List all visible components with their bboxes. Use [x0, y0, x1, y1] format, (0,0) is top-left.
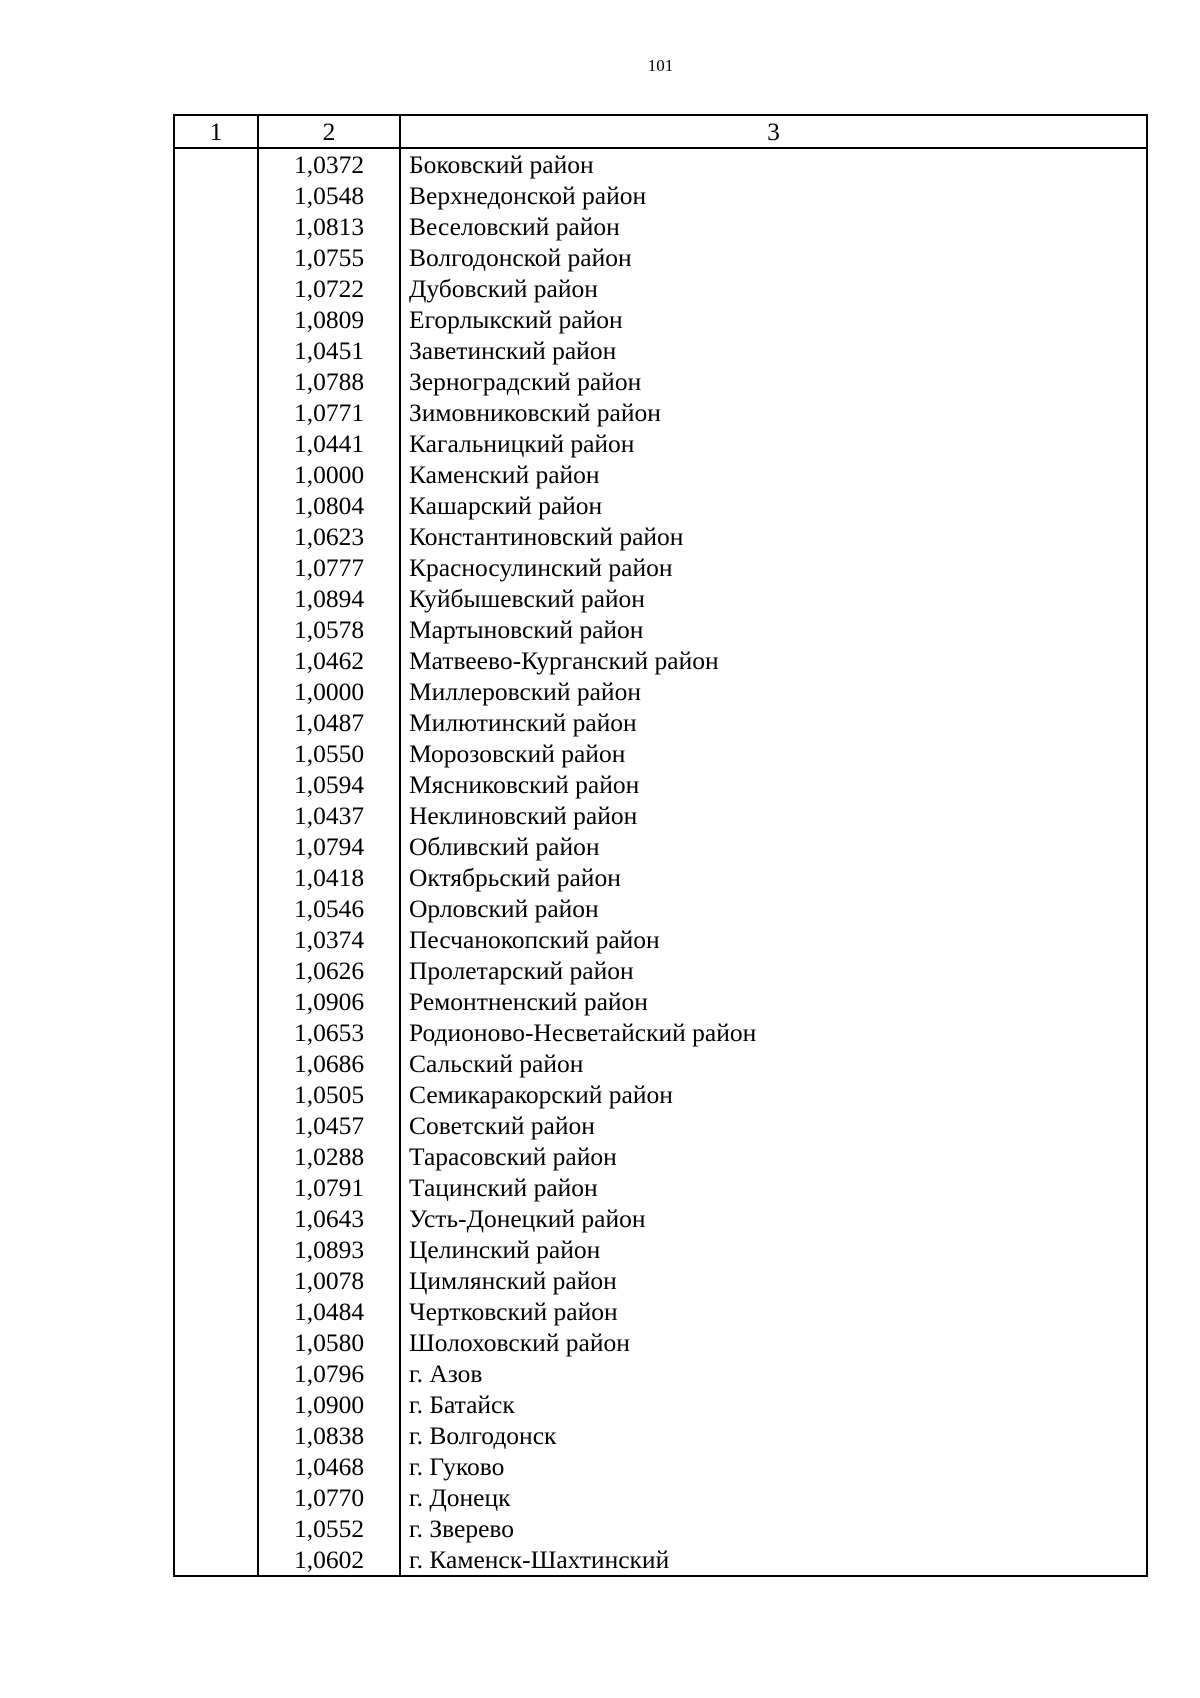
district-name-cell: Заветинский район	[400, 335, 1147, 366]
table-row	[174, 148, 1147, 180]
coefficient-cell: 1,0626	[258, 955, 400, 986]
district-name-cell: Мясниковский район	[400, 769, 1147, 800]
district-name-cell: Куйбышевский район	[400, 583, 1147, 614]
table-row	[174, 583, 1147, 614]
row-index-cell	[174, 242, 258, 273]
row-index-cell	[174, 521, 258, 552]
table-row	[174, 335, 1147, 366]
table-row	[174, 1141, 1147, 1172]
table-row	[174, 831, 1147, 862]
row-index-cell	[174, 1451, 258, 1482]
district-name-cell: Боковский район	[400, 148, 1147, 180]
district-name-cell: Шолоховский район	[400, 1327, 1147, 1358]
coefficient-cell: 1,0505	[258, 1079, 400, 1110]
district-name-cell: Ремонтненский район	[400, 986, 1147, 1017]
coefficient-cell: 1,0770	[258, 1482, 400, 1513]
table-row	[174, 1110, 1147, 1141]
coefficient-cell: 1,0462	[258, 645, 400, 676]
district-name-cell: г. Зверево	[400, 1513, 1147, 1544]
coefficient-cell: 1,0893	[258, 1234, 400, 1265]
district-name-cell: Чертковский район	[400, 1296, 1147, 1327]
district-name-cell: Каменский район	[400, 459, 1147, 490]
row-index-cell	[174, 366, 258, 397]
row-index-cell	[174, 583, 258, 614]
coefficient-cell: 1,0838	[258, 1420, 400, 1451]
district-name-cell: Миллеровский район	[400, 676, 1147, 707]
row-index-cell	[174, 335, 258, 366]
district-name-cell: Обливский район	[400, 831, 1147, 862]
table-row	[174, 397, 1147, 428]
table-row	[174, 1172, 1147, 1203]
coefficient-cell: 1,0548	[258, 180, 400, 211]
row-index-cell	[174, 893, 258, 924]
table-row	[174, 1420, 1147, 1451]
table-row	[174, 1234, 1147, 1265]
district-name-cell: Пролетарский район	[400, 955, 1147, 986]
page-number: 101	[647, 56, 674, 75]
row-index-cell	[174, 180, 258, 211]
table-row	[174, 1265, 1147, 1296]
table-row	[174, 1203, 1147, 1234]
coefficient-cell: 1,0900	[258, 1389, 400, 1420]
coefficient-cell: 1,0777	[258, 552, 400, 583]
district-name-cell: г. Гуково	[400, 1451, 1147, 1482]
row-index-cell	[174, 676, 258, 707]
table-row	[174, 459, 1147, 490]
table-row	[174, 552, 1147, 583]
header-col-1: 1	[174, 115, 258, 148]
row-index-cell	[174, 1017, 258, 1048]
table-row	[174, 1048, 1147, 1079]
coefficient-cell: 1,0552	[258, 1513, 400, 1544]
row-index-cell	[174, 831, 258, 862]
district-name-cell: г. Батайск	[400, 1389, 1147, 1420]
district-name-cell: Сальский район	[400, 1048, 1147, 1079]
coefficient-cell: 1,0794	[258, 831, 400, 862]
row-index-cell	[174, 1544, 258, 1576]
table-row	[174, 490, 1147, 521]
district-name-cell: Егорлыкский район	[400, 304, 1147, 335]
header-row	[174, 115, 1147, 148]
table-row	[174, 1017, 1147, 1048]
district-name-cell: Цимлянский район	[400, 1265, 1147, 1296]
coefficient-cell: 1,0755	[258, 242, 400, 273]
district-name-cell: Морозовский район	[400, 738, 1147, 769]
coefficient-cell: 1,0643	[258, 1203, 400, 1234]
row-index-cell	[174, 397, 258, 428]
district-name-cell: Усть-Донецкий район	[400, 1203, 1147, 1234]
coefficient-cell: 1,0451	[258, 335, 400, 366]
table-row	[174, 986, 1147, 1017]
district-name-cell: Зимовниковский район	[400, 397, 1147, 428]
row-index-cell	[174, 211, 258, 242]
district-name-cell: Советский район	[400, 1110, 1147, 1141]
coefficient-cell: 1,0906	[258, 986, 400, 1017]
table-row	[174, 955, 1147, 986]
row-index-cell	[174, 1327, 258, 1358]
table-row	[174, 242, 1147, 273]
row-index-cell	[174, 800, 258, 831]
coefficient-cell: 1,0078	[258, 1265, 400, 1296]
district-name-cell: Песчанокопский район	[400, 924, 1147, 955]
coefficient-cell: 1,0000	[258, 459, 400, 490]
coefficient-cell: 1,0788	[258, 366, 400, 397]
table-row	[174, 428, 1147, 459]
district-name-cell: Родионово-Несветайский район	[400, 1017, 1147, 1048]
table-row	[174, 707, 1147, 738]
coefficient-cell: 1,0546	[258, 893, 400, 924]
coefficient-cell: 1,0418	[258, 862, 400, 893]
district-name-cell: г. Донецк	[400, 1482, 1147, 1513]
coefficient-cell: 1,0809	[258, 304, 400, 335]
district-name-cell: Орловский район	[400, 893, 1147, 924]
row-index-cell	[174, 769, 258, 800]
district-name-cell: Веселовский район	[400, 211, 1147, 242]
district-name-cell: г. Волгодонск	[400, 1420, 1147, 1451]
table-row	[174, 366, 1147, 397]
row-index-cell	[174, 1513, 258, 1544]
district-name-cell: Милютинский район	[400, 707, 1147, 738]
row-index-cell	[174, 924, 258, 955]
table-row	[174, 1327, 1147, 1358]
coefficient-cell: 1,0288	[258, 1141, 400, 1172]
table-row	[174, 924, 1147, 955]
coefficient-cell: 1,0771	[258, 397, 400, 428]
table-row	[174, 521, 1147, 552]
district-name-cell: Кагальницкий район	[400, 428, 1147, 459]
district-name-cell: Тарасовский район	[400, 1141, 1147, 1172]
district-name-cell: Мартыновский район	[400, 614, 1147, 645]
table-row	[174, 1296, 1147, 1327]
coefficient-cell: 1,0372	[258, 148, 400, 180]
row-index-cell	[174, 1296, 258, 1327]
district-name-cell: Тацинский район	[400, 1172, 1147, 1203]
table-row	[174, 676, 1147, 707]
row-index-cell	[174, 552, 258, 583]
row-index-cell	[174, 1048, 258, 1079]
district-name-cell: Октябрьский район	[400, 862, 1147, 893]
table-row	[174, 862, 1147, 893]
district-name-cell: Верхнедонской район	[400, 180, 1147, 211]
coefficient-cell: 1,0441	[258, 428, 400, 459]
row-index-cell	[174, 428, 258, 459]
table-row	[174, 211, 1147, 242]
district-name-cell: Константиновский район	[400, 521, 1147, 552]
table-row	[174, 1358, 1147, 1389]
coefficient-cell: 1,0468	[258, 1451, 400, 1482]
table-row	[174, 1513, 1147, 1544]
row-index-cell	[174, 148, 258, 180]
coefficients-table	[173, 114, 1148, 1577]
coefficient-cell: 1,0000	[258, 676, 400, 707]
table-row	[174, 1482, 1147, 1513]
coefficient-cell: 1,0550	[258, 738, 400, 769]
table-row	[174, 645, 1147, 676]
row-index-cell	[174, 1141, 258, 1172]
row-index-cell	[174, 1203, 258, 1234]
table-row	[174, 738, 1147, 769]
row-index-cell	[174, 614, 258, 645]
coefficient-cell: 1,0374	[258, 924, 400, 955]
coefficient-cell: 1,0722	[258, 273, 400, 304]
table-row	[174, 614, 1147, 645]
row-index-cell	[174, 1389, 258, 1420]
coefficient-cell: 1,0813	[258, 211, 400, 242]
table-row	[174, 180, 1147, 211]
coefficient-cell: 1,0623	[258, 521, 400, 552]
row-index-cell	[174, 490, 258, 521]
row-index-cell	[174, 1172, 258, 1203]
table-row	[174, 769, 1147, 800]
coefficient-cell: 1,0791	[258, 1172, 400, 1203]
table-row	[174, 1451, 1147, 1482]
table-row	[174, 273, 1147, 304]
table-row	[174, 1389, 1147, 1420]
table-header	[174, 115, 1147, 148]
coefficient-cell: 1,0804	[258, 490, 400, 521]
district-name-cell: Матвеево-Курганский район	[400, 645, 1147, 676]
coefficient-cell: 1,0594	[258, 769, 400, 800]
row-index-cell	[174, 1110, 258, 1141]
row-index-cell	[174, 1482, 258, 1513]
header-col-3: 3	[400, 115, 1147, 148]
row-index-cell	[174, 738, 258, 769]
row-index-cell	[174, 273, 258, 304]
coefficient-cell: 1,0487	[258, 707, 400, 738]
coefficient-cell: 1,0484	[258, 1296, 400, 1327]
table-row	[174, 1079, 1147, 1110]
coefficient-cell: 1,0686	[258, 1048, 400, 1079]
table-row	[174, 1544, 1147, 1576]
district-name-cell: Зерноградский район	[400, 366, 1147, 397]
district-name-cell: г. Каменск-Шахтинский	[400, 1544, 1147, 1576]
header-col-2: 2	[258, 115, 400, 148]
table-body	[174, 148, 1147, 1576]
coefficient-cell: 1,0580	[258, 1327, 400, 1358]
row-index-cell	[174, 955, 258, 986]
row-index-cell	[174, 645, 258, 676]
table-row	[174, 893, 1147, 924]
coefficient-cell: 1,0578	[258, 614, 400, 645]
district-name-cell: г. Азов	[400, 1358, 1147, 1389]
district-name-cell: Неклиновский район	[400, 800, 1147, 831]
coefficient-cell: 1,0894	[258, 583, 400, 614]
district-name-cell: Кашарский район	[400, 490, 1147, 521]
table-row	[174, 304, 1147, 335]
row-index-cell	[174, 707, 258, 738]
row-index-cell	[174, 862, 258, 893]
district-name-cell: Дубовский район	[400, 273, 1147, 304]
coefficient-cell: 1,0653	[258, 1017, 400, 1048]
row-index-cell	[174, 986, 258, 1017]
coefficient-cell: 1,0457	[258, 1110, 400, 1141]
coefficient-cell: 1,0437	[258, 800, 400, 831]
district-name-cell: Красносулинский район	[400, 552, 1147, 583]
district-name-cell: Семикаракорский район	[400, 1079, 1147, 1110]
district-name-cell: Целинский район	[400, 1234, 1147, 1265]
row-index-cell	[174, 1234, 258, 1265]
row-index-cell	[174, 1420, 258, 1451]
row-index-cell	[174, 459, 258, 490]
row-index-cell	[174, 1358, 258, 1389]
row-index-cell	[174, 304, 258, 335]
district-name-cell: Волгодонской район	[400, 242, 1147, 273]
coefficient-cell: 1,0796	[258, 1358, 400, 1389]
coefficient-cell: 1,0602	[258, 1544, 400, 1576]
row-index-cell	[174, 1079, 258, 1110]
table-row	[174, 800, 1147, 831]
row-index-cell	[174, 1265, 258, 1296]
